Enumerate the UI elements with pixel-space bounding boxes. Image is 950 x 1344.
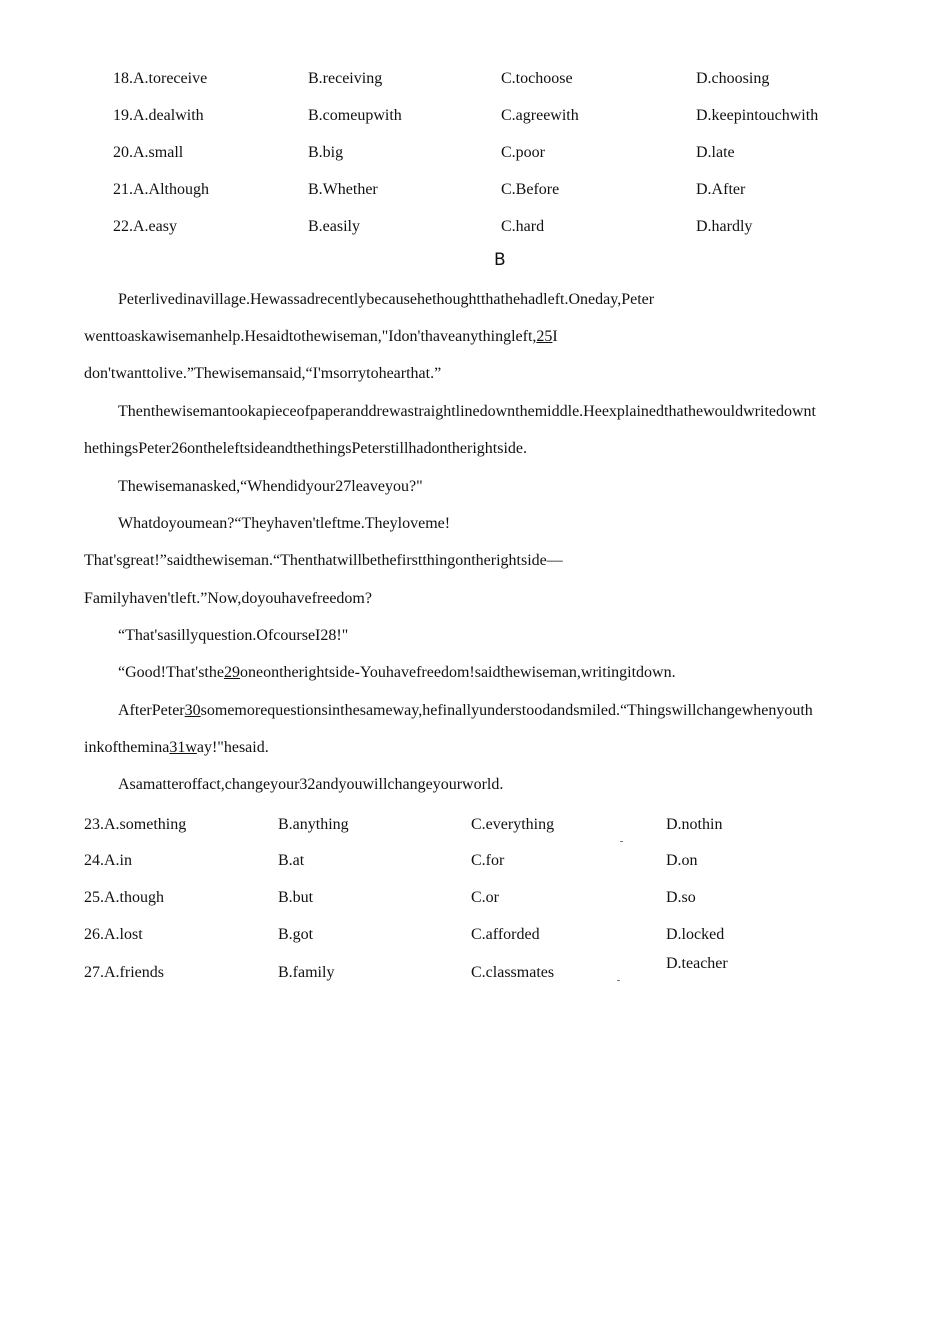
- passage-line: hethingsPeter26ontheleftsideandthethingsPeterstillhadontherightside.: [84, 440, 528, 457]
- option-b: B.family: [278, 964, 335, 981]
- option-c: C.classmates: [471, 964, 555, 981]
- option-a: 18.A.toreceive: [113, 70, 208, 87]
- option-b: B.but: [278, 889, 314, 906]
- option-c: C.afforded: [471, 926, 540, 943]
- option-b: B.anything: [278, 816, 349, 833]
- option-a: 24.A.in: [84, 852, 132, 869]
- option-c: C.agreewith: [501, 107, 579, 124]
- passage-line: AfterPeter30somemorequestionsinthesameway,hefinallyunderstoodandsmiled.“Thingswillchangewhenyouth: [118, 702, 813, 719]
- option-d: D.so: [666, 889, 696, 906]
- option-a: 23.A.something: [84, 816, 187, 833]
- option-a: 26.A.lost: [84, 926, 143, 943]
- scan-speck: [620, 841, 623, 842]
- scan-speck: [617, 980, 620, 981]
- option-b: B.receiving: [308, 70, 383, 87]
- blank-25: 25: [536, 328, 553, 345]
- passage-line: Whatdoyoumean?“Theyhaven'tleftme.Theyloveme!: [118, 515, 451, 532]
- option-a: 25.A.though: [84, 889, 164, 906]
- option-c: C.hard: [501, 218, 545, 235]
- option-c: C.Before: [501, 181, 560, 198]
- option-a: 19.A.dealwith: [113, 107, 204, 124]
- option-a: 27.A.friends: [84, 964, 164, 981]
- passage-line: Familyhaven'tleft.”Now,doyouhavefreedom?: [84, 590, 372, 607]
- option-b: B.comeupwith: [308, 107, 402, 124]
- passage-line: “Good!That'sthe29oneontherightside-Youhavefreedom!saidthewiseman,writingitdown.: [118, 664, 676, 681]
- passage-line: wenttoaskawisemanhelp.Hesaidtothewiseman,"Idon'thaveanythingleft,25I: [84, 328, 558, 345]
- passage-line: Peterlivedinavillage.Hewassadrecentlybecausehethoughtthathehadleft.Oneday,Peter: [118, 291, 655, 308]
- option-d: D.After: [696, 181, 746, 198]
- option-b: B.big: [308, 144, 344, 161]
- option-a: 20.A.small: [113, 144, 184, 161]
- option-b: B.at: [278, 852, 305, 869]
- option-d: D.choosing: [696, 70, 770, 87]
- option-b: B.got: [278, 926, 314, 943]
- option-d: D.nothin: [666, 816, 723, 833]
- option-a: 21.A.Although: [113, 181, 209, 198]
- option-c: C.poor: [501, 144, 545, 161]
- option-c: C.everything: [471, 816, 555, 833]
- passage-line: “That'sasillyquestion.OfcourseI28!": [118, 627, 349, 644]
- blank-31: 31w: [169, 739, 197, 756]
- option-d: D.keepintouchwith: [696, 107, 819, 124]
- passage-line: Asamatteroffact,changeyour32andyouwillchangeyourworld.: [118, 776, 504, 793]
- passage-line: That'sgreat!”saidthewiseman.“Thenthatwillbethefirstthingontherightside—: [84, 552, 563, 569]
- passage-line: Thenthewisemantookapieceofpaperanddrewastraightlinedownthemiddle.Heexplainedthathewouldwritedownt: [118, 403, 816, 420]
- option-c: C.for: [471, 852, 505, 869]
- passage-line: inkofthemina31way!"hesaid.: [84, 739, 269, 756]
- option-d: D.on: [666, 852, 698, 869]
- option-b: B.easily: [308, 218, 360, 235]
- option-c: C.or: [471, 889, 499, 906]
- option-b: B.Whether: [308, 181, 378, 198]
- section-label: B: [494, 250, 506, 270]
- passage-line: Thewisemanasked,“Whendidyour27leaveyou?": [118, 478, 423, 495]
- passage-line: don'twanttolive.”Thewisemansaid,“I'msorrytohearthat.”: [84, 365, 442, 382]
- option-d: D.locked: [666, 926, 725, 943]
- blank-30: 30: [184, 702, 201, 719]
- option-a: 22.A.easy: [113, 218, 177, 235]
- option-d: D.teacher: [666, 955, 728, 972]
- option-d: D.hardly: [696, 218, 753, 235]
- option-d: D.late: [696, 144, 735, 161]
- blank-29: 29: [223, 664, 240, 681]
- option-c: C.tochoose: [501, 70, 573, 87]
